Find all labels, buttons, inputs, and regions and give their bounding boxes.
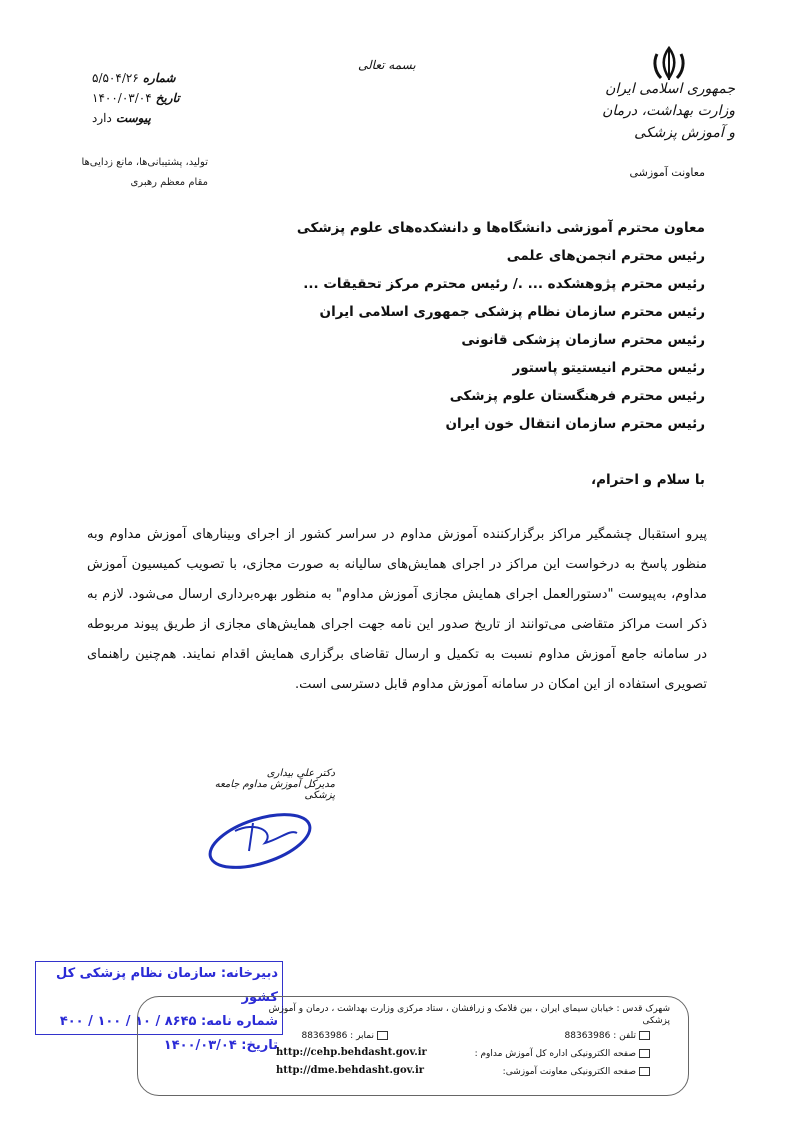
handwritten-signature-icon xyxy=(205,801,335,871)
mail-icon xyxy=(639,1049,650,1058)
reference-block xyxy=(92,68,222,128)
deputy-link[interactable]: http://dme.behdasht.gov.ir xyxy=(276,1065,425,1076)
footer-box xyxy=(137,996,689,1096)
mail-icon xyxy=(639,1067,650,1076)
number-label: شماره xyxy=(142,71,176,85)
motto-source: مقام معظم رهبری xyxy=(130,177,208,188)
fax-icon xyxy=(377,1031,388,1040)
footer-fax: نمابر : 88363986 xyxy=(301,1031,388,1041)
basmala: بسمه تعالی xyxy=(358,58,416,72)
date-label: تاریخ xyxy=(155,91,180,105)
signatory-title: مدیرکل آموزش مداوم جامعه پزشکی xyxy=(214,779,335,801)
signature-block xyxy=(205,768,335,878)
footer-address: شهرک قدس : خیابان سیمای ایران ، بین فلامک و زرافشان ، ستاد مرکزی وزارت بهداشت ، درمان و آموزش پزشکی xyxy=(268,1004,670,1026)
recipient-line: رئیس محترم فرهنگستان علوم پزشکی xyxy=(449,388,705,404)
recipient-line: رئیس محترم انیستیتو پاستور xyxy=(512,360,705,376)
recipient-line: رئیس محترم انجمن‌های علمی xyxy=(506,248,705,264)
motto xyxy=(68,153,208,193)
letter-body: پیرو استقبال چشمگیر مراکز برگزارکننده آموزش مداوم در سراسر کشور از اجرای وبینارهای آموزش مداوم وبه منظور پاسخ به درخواست این مراکز در اجرای همایش‌های سالیانه به صورت مجازی، با تصویب کمیسیون آموزش مداوم، به‌پیوست "دستورالعمل اجرای همایش مجازی آموزش مداوم" به منظور بهره‌برداری ارسال می‌شود. لازم به ذکر است مراکز متقاضی می‌توانند از تاریخ صدور این نامه جهت اجرای همایش‌های مجازی از طریق پیوند مربوطه در سامانه جامع آموزش مداوم نسبت به تکمیل و ارسال تقاضای برگزاری همایش اقدام نمایند. هم‌چنین راهنمای تصویری استفاده از این امکان در سامانه آموزش مداوم قابل دسترسی است. xyxy=(87,527,707,692)
stamp-date: تاریخ: ۱۴۰۰/۰۳/۰۴ xyxy=(163,1038,278,1053)
recipient-line: رئیس محترم سازمان انتقال خون ایران xyxy=(445,416,705,432)
stamp-number: شماره نامه: ۸۶۴۵ / ۱۰ / ۱۰۰ / ۴۰۰ xyxy=(59,1014,278,1029)
ministry-name: جمهوری اسلامی ایران وزارت بهداشت، درمان و آموزش پزشکی xyxy=(602,81,735,141)
signatory-name: دکتر علی بیداری xyxy=(266,768,335,779)
recipient-line: معاون محترم آموزشی دانشگاه‌ها و دانشکده‌های علوم پزشکی xyxy=(296,220,705,236)
cme-link[interactable]: http://cehp.behdasht.gov.ir xyxy=(276,1047,427,1058)
phone-icon xyxy=(639,1031,650,1040)
number-value: ۵/۵۰۴/۲۶ xyxy=(92,71,139,85)
recipient-line: رئیس محترم پژوهشکده ... ./ رئیس محترم مرکز تحقیقات ... xyxy=(303,276,705,292)
footer-deputy-label: صفحه الکترونیکی معاونت آموزشی: xyxy=(503,1067,650,1077)
recipient-line: رئیس محترم سازمان نظام پزشکی جمهوری اسلامی ایران xyxy=(319,304,705,320)
stamp-secretariat: دبیرخانه: سازمان نظام پزشکی کل کشور xyxy=(55,966,278,1005)
recipient-line: رئیس محترم سازمان پزشکی قانونی xyxy=(461,332,705,348)
footer-phone: تلفن : 88363986 xyxy=(565,1031,650,1041)
recipients-list xyxy=(185,214,705,438)
deputy-name: معاونت آموزشی xyxy=(629,166,705,179)
greeting: با سلام و احترام، xyxy=(591,472,705,488)
footer-cme-label: صفحه الکترونیکی اداره کل آموزش مداوم : xyxy=(475,1049,650,1059)
attachment-value: دارد xyxy=(92,111,112,125)
date-value: ۱۴۰۰/۰۳/۰۴ xyxy=(92,91,152,105)
motto-line: تولید، پشتیبانی‌ها، مانع زدایی‌ها xyxy=(81,157,208,168)
attachment-label: پیوست xyxy=(115,111,151,125)
